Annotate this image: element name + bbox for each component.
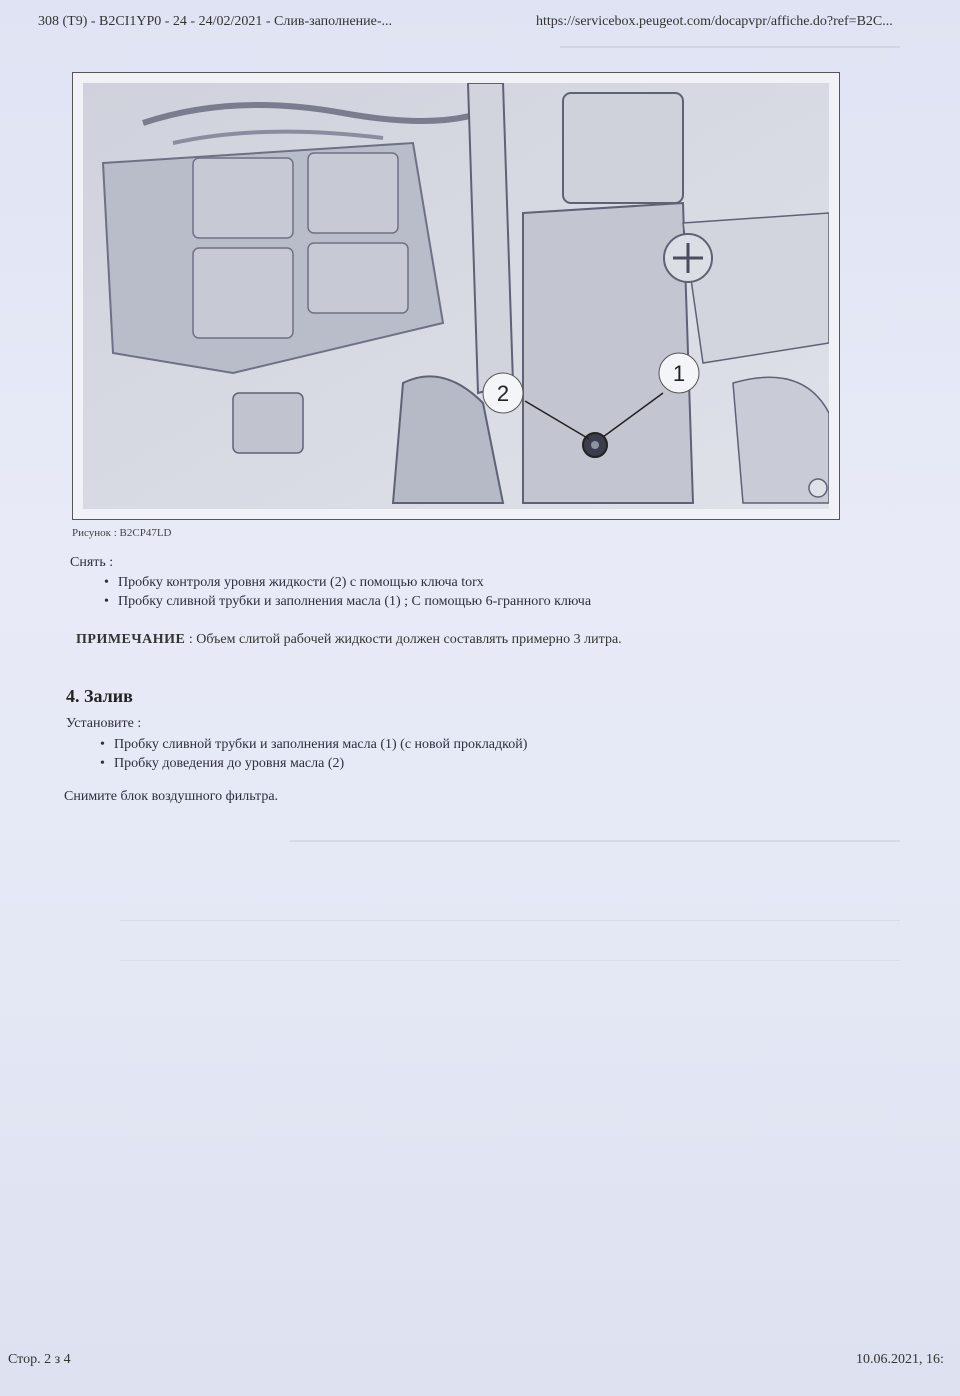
install-list [100, 735, 527, 773]
section-title: 4. Залив [66, 686, 133, 706]
remove-list [104, 573, 591, 611]
engine-figure [72, 72, 840, 520]
list-item: • Пробку сливной трубки и заполнения масла (1) (с новой прокладкой) [100, 735, 527, 754]
list-item: • Пробку сливной трубки и заполнения масла (1) ; С помощью 6-гранного ключа [104, 592, 591, 611]
list-item: • Пробку доведения до уровня масла (2) [100, 754, 527, 773]
print-timestamp: 10.06.2021, 16: [856, 1352, 944, 1367]
figure-caption: Рисунок : B2CP47LD [72, 527, 172, 539]
remove-heading: Снять : [70, 555, 114, 570]
engine-illustration [83, 83, 829, 509]
callout-2: 2 [496, 381, 510, 406]
install-heading: Установите : [66, 716, 142, 731]
page-number: Стор. 2 з 4 [8, 1352, 71, 1367]
page-header-url[interactable]: https://servicebox.peugeot.com/docapvpr/affiche.do?ref=B2C... [536, 14, 893, 29]
note [76, 632, 622, 648]
note-label: ПРИМЕЧАНИЕ [76, 632, 186, 647]
page-header-title: 308 (T9) - B2CI1YP0 - 24 - 24/02/2021 - Слив-заполнение-... [38, 14, 393, 29]
list-item: • Пробку контроля уровня жидкости (2) с помощью ключа torx [104, 573, 591, 592]
final-instruction: Снимите блок воздушного фильтра. [64, 789, 279, 804]
note-text: : Объем слитой рабочей жидкости должен составлять примерно 3 литра. [185, 632, 622, 647]
callout-1: 1 [672, 361, 686, 386]
